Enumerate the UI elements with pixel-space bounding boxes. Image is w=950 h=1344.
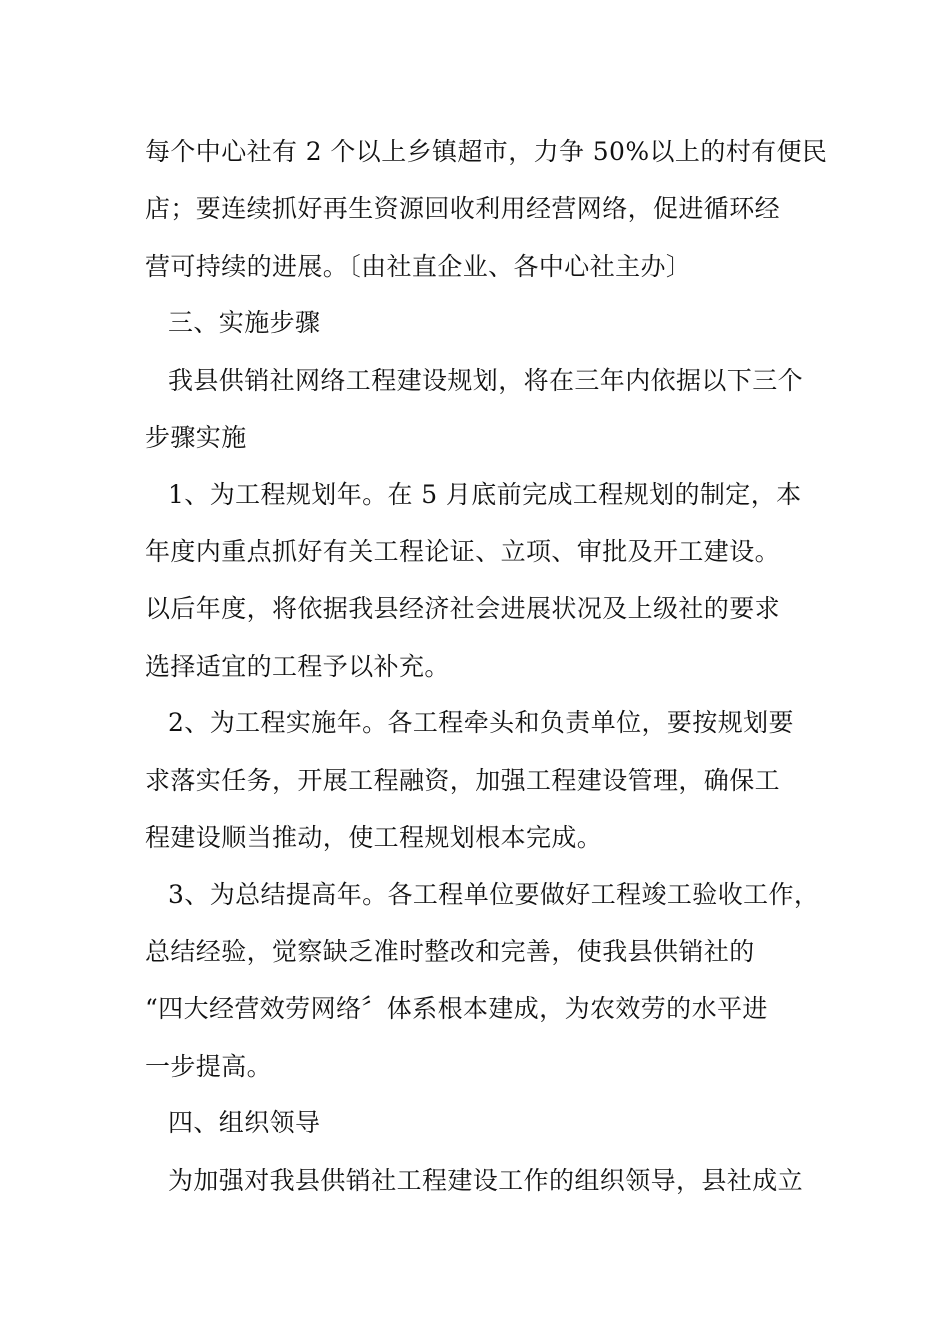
text-line: 一步提高。 xyxy=(145,1052,273,1081)
text-line: “四大经营效劳网络〞体系根本建成，为农效劳的水平进 xyxy=(145,994,768,1023)
text-line: 营可持续的进展。〔由社直企业、各中心社主办〕 xyxy=(145,252,692,281)
text-line: 1、为工程规划年。在 5 月底前完成工程规划的制定，本 xyxy=(168,480,802,509)
text-line: 每个中心社有 2 个以上乡镇超市，力争 50%以上的村有便民 xyxy=(145,137,828,166)
text-line: 为加强对我县供销社工程建设工作的组织领导，县社成立 xyxy=(168,1166,804,1195)
section-heading: 三、实施步骤 xyxy=(168,308,321,337)
text-line: 总结经验，觉察缺乏准时整改和完善，使我县供销社的 xyxy=(145,937,755,966)
text-line: 求落实任务，开展工程融资，加强工程建设管理，确保工 xyxy=(145,766,781,795)
text-line: 3、为总结提高年。各工程单位要做好工程竣工验收工作， xyxy=(168,880,820,909)
text-line: 步骤实施 xyxy=(145,423,247,452)
text-line: 年度内重点抓好有关工程论证、立项、审批及开工建设。 xyxy=(145,537,781,566)
text-line: 我县供销社网络工程建设规划，将在三年内依据以下三个 xyxy=(168,366,804,395)
section-heading: 四、组织领导 xyxy=(168,1108,321,1137)
text-line: 程建设顺当推动，使工程规划根本完成。 xyxy=(145,823,603,852)
text-line: 选择适宜的工程予以补充。 xyxy=(145,652,450,681)
text-line: 以后年度，将依据我县经济社会进展状况及上级社的要求 xyxy=(145,594,781,623)
text-line: 2、为工程实施年。各工程牵头和负责单位，要按规划要 xyxy=(168,708,794,737)
text-line: 店；要连续抓好再生资源回收利用经营网络，促进循环经 xyxy=(145,194,781,223)
